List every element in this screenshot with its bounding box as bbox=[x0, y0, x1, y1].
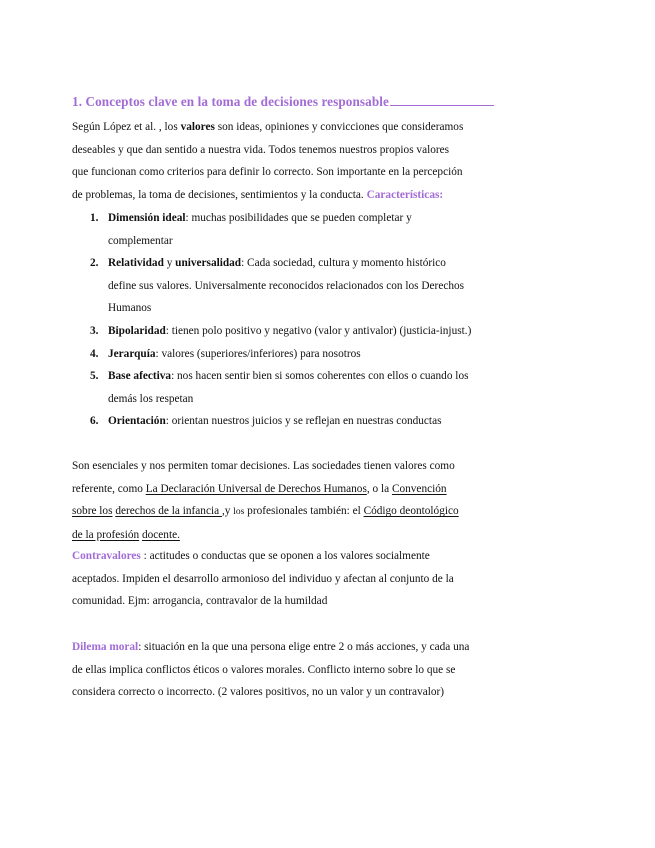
intro-paragraph bbox=[72, 116, 542, 206]
list-item: 5. Base afectiva: nos hacen sentir bien si somos coherentes con ellos o cuando los demás los respetan bbox=[90, 370, 469, 405]
list-term: Relatividad bbox=[108, 257, 164, 270]
heading-underline-rule bbox=[390, 93, 494, 106]
contravalores-paragraph: Contravalores : actitudes o conductas que se oponen a los valores socialmente aceptados. Impiden el desarrollo armonioso del individuo y afectan al conjunto de la comunidad. Ejm: arrogancia, contravalor de la humildad bbox=[72, 550, 454, 608]
link-derechos-infancia[interactable]: derechos de la infancia bbox=[115, 505, 222, 518]
intro-text: Según López et al. , los bbox=[72, 121, 181, 133]
intro-bold-valores: valores bbox=[180, 121, 215, 133]
link-codigo-deontologico[interactable]: Código deontológico bbox=[363, 505, 459, 518]
link-codigo-deontologico[interactable]: de la profesión bbox=[72, 528, 140, 541]
list-term: universalidad bbox=[175, 257, 242, 270]
link-docente[interactable]: docente. bbox=[141, 528, 180, 541]
list-item: 4. Jerarquía: valores (superiores/inferiores) para nosotros bbox=[90, 347, 361, 360]
caracteristicas-label: Características: bbox=[366, 188, 444, 201]
list-term: Jerarquía bbox=[108, 347, 156, 360]
section-heading bbox=[72, 93, 494, 110]
list-item: 6. Orientación: orientan nuestros juicios y se reflejan en nuestras conductas bbox=[90, 415, 442, 428]
link-declaracion-derechos-humanos[interactable]: La Declaración Universal de Derechos Humanos bbox=[145, 482, 367, 495]
list-term: Dimensión ideal bbox=[108, 212, 186, 224]
list-term: Bipolaridad bbox=[108, 324, 166, 337]
dilema-moral-term: Dilema moral bbox=[72, 641, 139, 653]
intro-text: que funcionan como criterios para definir lo correcto. Son importante en la percepción bbox=[72, 166, 463, 179]
intro-text: son ideas, opiniones y convicciones que consideramos bbox=[214, 121, 464, 133]
list-term: Base afectiva bbox=[108, 370, 172, 383]
list-item: 2. Relatividad y universalidad: Cada sociedad, cultura y momento histórico define sus valores. Universalmente reconocidos relacionados con los Derechos Humanos bbox=[90, 257, 465, 315]
link-convencion[interactable]: sobre los bbox=[72, 505, 113, 518]
list-item: 1. Dimensión ideal: muchas posibilidades que se pueden completar y complementar bbox=[90, 212, 412, 247]
section-heading-text: 1. Conceptos clave en la toma de decisiones responsable bbox=[72, 94, 389, 109]
intro-text: deseables y que dan sentido a nuestra vida. Todos tenemos nuestros propios valores bbox=[72, 143, 450, 156]
list-term: Orientación bbox=[108, 415, 166, 428]
characteristics-list bbox=[72, 207, 542, 433]
list-item: 3. Bipolaridad: tienen polo positivo y negativo (valor y antivalor) (justicia-injust.) bbox=[90, 324, 472, 337]
contravalores-term: Contravalores bbox=[72, 550, 141, 562]
dilema-paragraph: Dilema moral: situación en la que una persona elige entre 2 o más acciones, y cada una de ellas implica conflictos éticos o valores morales. Conflicto interno sobre lo que se considera correcto o incorrecto. (2 valores positivos, no un valor y un contravalor) bbox=[72, 641, 470, 699]
link-convencion[interactable]: Convención bbox=[391, 482, 447, 495]
intro-text: de problemas, la toma de decisiones, sentimientos y la conducta. bbox=[72, 188, 367, 201]
essential-paragraph: Son esenciales y nos permiten tomar decisiones. Las sociedades tienen valores como referente, como La Declaración Universal de Derechos Humanos, o la Convención sobre los derechos de la infancia ,y los profesionales también: el Código deontológico de la profesión docente. bbox=[72, 460, 459, 541]
